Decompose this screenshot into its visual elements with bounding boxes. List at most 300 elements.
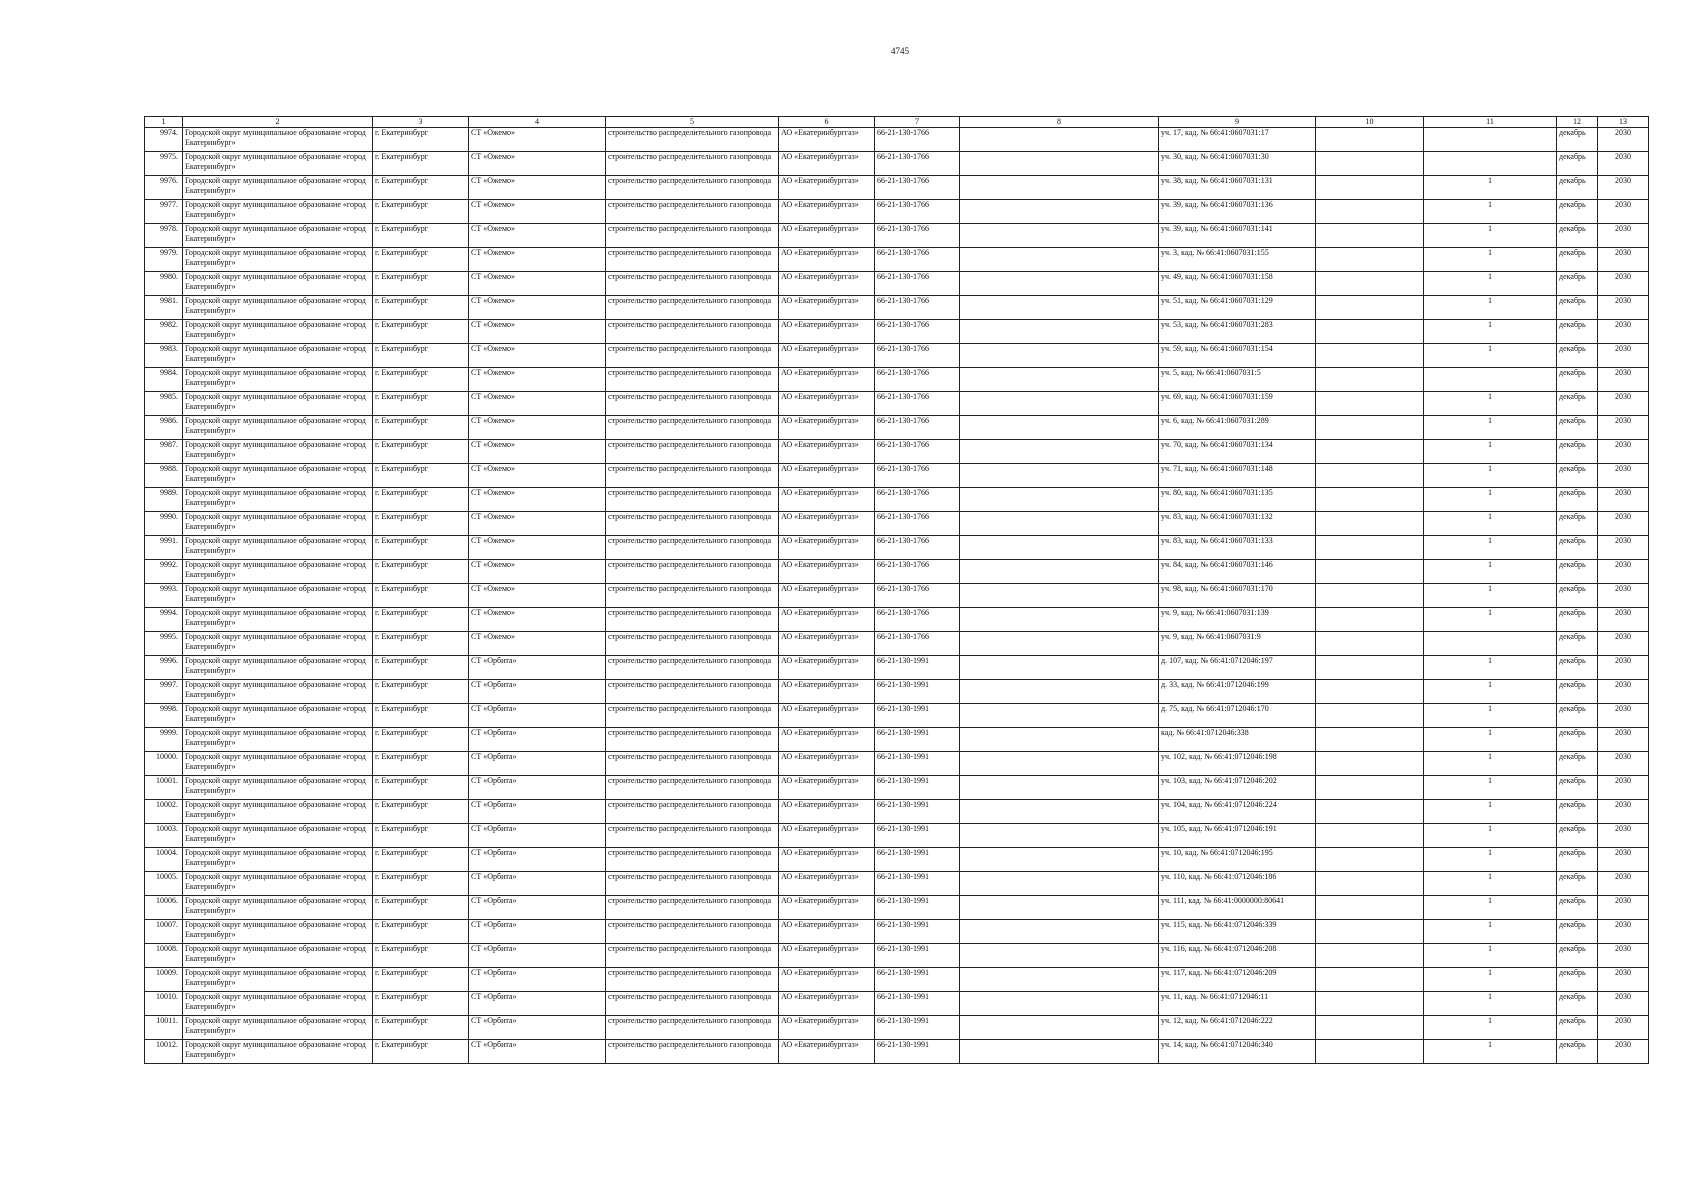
month-cell: декабрь [1557, 512, 1598, 536]
count-cell: 1 [1424, 320, 1557, 344]
year-cell: 2030 [1598, 944, 1649, 968]
column-8-cell [960, 680, 1159, 704]
column-8-cell [960, 968, 1159, 992]
work-type-cell: строительство распределительного газопровода [606, 680, 779, 704]
row-number: 9992. [145, 560, 183, 584]
column-10-cell [1316, 968, 1424, 992]
operator-cell: АО «Екатеринбурггаз» [779, 704, 875, 728]
city-cell: г. Екатеринбург [373, 392, 469, 416]
city-cell: г. Екатеринбург [373, 416, 469, 440]
column-8-cell [960, 1016, 1159, 1040]
operator-cell: АО «Екатеринбурггаз» [779, 224, 875, 248]
owner-cell: Городской округ муниципальное образование «город Екатеринбург» [183, 200, 373, 224]
work-type-cell: строительство распределительного газопровода [606, 1040, 779, 1064]
owner-cell: Городской округ муниципальное образование «город Екатеринбург» [183, 128, 373, 152]
city-cell: г. Екатеринбург [373, 248, 469, 272]
month-cell: декабрь [1557, 776, 1598, 800]
row-number: 9974. [145, 128, 183, 152]
work-type-cell: строительство распределительного газопровода [606, 344, 779, 368]
row-number: 9984. [145, 368, 183, 392]
table-row [145, 512, 1649, 536]
year-cell: 2030 [1598, 512, 1649, 536]
operator-cell: АО «Екатеринбурггаз» [779, 800, 875, 824]
work-type-cell: строительство распределительного газопровода [606, 752, 779, 776]
month-cell: декабрь [1557, 296, 1598, 320]
month-cell: декабрь [1557, 608, 1598, 632]
count-cell: 1 [1424, 272, 1557, 296]
column-10-cell [1316, 944, 1424, 968]
month-cell: декабрь [1557, 656, 1598, 680]
city-cell: г. Екатеринбург [373, 584, 469, 608]
settlement-cell: СТ «Орбита» [469, 896, 606, 920]
settlement-cell: СТ «Орбита» [469, 776, 606, 800]
column-10-cell [1316, 392, 1424, 416]
row-number: 9998. [145, 704, 183, 728]
city-cell: г. Екатеринбург [373, 272, 469, 296]
plot-cell: уч. 83, кад. № 66:41:0607031:133 [1159, 536, 1316, 560]
year-cell: 2030 [1598, 584, 1649, 608]
operator-cell: АО «Екатеринбурггаз» [779, 464, 875, 488]
count-cell: 1 [1424, 176, 1557, 200]
count-cell: 1 [1424, 536, 1557, 560]
owner-cell: Городской округ муниципальное образование «город Екатеринбург» [183, 920, 373, 944]
column-8-cell [960, 224, 1159, 248]
city-cell: г. Екатеринбург [373, 344, 469, 368]
page-number: 4745 [891, 46, 909, 56]
operator-cell: АО «Екатеринбурггаз» [779, 896, 875, 920]
column-number-header: 10 [1316, 117, 1424, 128]
year-cell: 2030 [1598, 440, 1649, 464]
settlement-cell: СТ «Ожемо» [469, 632, 606, 656]
project-code-cell: 66-21-130-1991 [875, 1016, 960, 1040]
city-cell: г. Екатеринбург [373, 656, 469, 680]
operator-cell: АО «Екатеринбурггаз» [779, 440, 875, 464]
year-cell: 2030 [1598, 536, 1649, 560]
city-cell: г. Екатеринбург [373, 944, 469, 968]
settlement-cell: СТ «Орбита» [469, 728, 606, 752]
city-cell: г. Екатеринбург [373, 872, 469, 896]
table-row [145, 320, 1649, 344]
city-cell: г. Екатеринбург [373, 728, 469, 752]
owner-cell: Городской округ муниципальное образование «город Екатеринбург» [183, 968, 373, 992]
plot-cell: уч. 14, кад. № 66:41:0712046:340 [1159, 1040, 1316, 1064]
settlement-cell: СТ «Орбита» [469, 872, 606, 896]
column-number-header: 1 [145, 117, 183, 128]
city-cell: г. Екатеринбург [373, 896, 469, 920]
work-type-cell: строительство распределительного газопровода [606, 608, 779, 632]
plot-cell: уч. 105, кад. № 66:41:0712046:191 [1159, 824, 1316, 848]
table-row [145, 488, 1649, 512]
year-cell: 2030 [1598, 248, 1649, 272]
column-8-cell [960, 728, 1159, 752]
month-cell: декабрь [1557, 920, 1598, 944]
year-cell: 2030 [1598, 680, 1649, 704]
project-code-cell: 66-21-130-1766 [875, 296, 960, 320]
plot-cell: уч. 49, кад. № 66:41:0607031:158 [1159, 272, 1316, 296]
count-cell: 1 [1424, 1016, 1557, 1040]
operator-cell: АО «Екатеринбурггаз» [779, 176, 875, 200]
operator-cell: АО «Екатеринбурггаз» [779, 200, 875, 224]
settlement-cell: СТ «Орбита» [469, 800, 606, 824]
city-cell: г. Екатеринбург [373, 752, 469, 776]
column-10-cell [1316, 1040, 1424, 1064]
row-number: 9988. [145, 464, 183, 488]
settlement-cell: СТ «Ожемо» [469, 416, 606, 440]
month-cell: декабрь [1557, 824, 1598, 848]
work-type-cell: строительство распределительного газопровода [606, 152, 779, 176]
owner-cell: Городской округ муниципальное образование «город Екатеринбург» [183, 824, 373, 848]
project-code-cell: 66-21-130-1766 [875, 344, 960, 368]
table-row [145, 152, 1649, 176]
month-cell: декабрь [1557, 440, 1598, 464]
city-cell: г. Екатеринбург [373, 800, 469, 824]
column-8-cell [960, 920, 1159, 944]
count-cell: 1 [1424, 776, 1557, 800]
owner-cell: Городской округ муниципальное образование «город Екатеринбург» [183, 176, 373, 200]
table-row [145, 680, 1649, 704]
work-type-cell: строительство распределительного газопровода [606, 632, 779, 656]
row-number: 9986. [145, 416, 183, 440]
registry-table [144, 116, 1649, 1064]
column-8-cell [960, 584, 1159, 608]
table-row [145, 176, 1649, 200]
month-cell: декабрь [1557, 560, 1598, 584]
plot-cell: уч. 69, кад. № 66:41:0607031:159 [1159, 392, 1316, 416]
month-cell: декабрь [1557, 800, 1598, 824]
table-row [145, 416, 1649, 440]
column-10-cell [1316, 824, 1424, 848]
column-8-cell [960, 800, 1159, 824]
year-cell: 2030 [1598, 392, 1649, 416]
year-cell: 2030 [1598, 968, 1649, 992]
work-type-cell: строительство распределительного газопровода [606, 920, 779, 944]
plot-cell: д. 107, кад. № 66:41:0712046:197 [1159, 656, 1316, 680]
operator-cell: АО «Екатеринбурггаз» [779, 1040, 875, 1064]
settlement-cell: СТ «Орбита» [469, 968, 606, 992]
plot-cell: уч. 83, кад. № 66:41:0607031:132 [1159, 512, 1316, 536]
owner-cell: Городской округ муниципальное образование «город Екатеринбург» [183, 248, 373, 272]
work-type-cell: строительство распределительного газопровода [606, 848, 779, 872]
settlement-cell: СТ «Ожемо» [469, 392, 606, 416]
owner-cell: Городской округ муниципальное образование «город Екатеринбург» [183, 536, 373, 560]
project-code-cell: 66-21-130-1766 [875, 368, 960, 392]
column-8-cell [960, 776, 1159, 800]
settlement-cell: СТ «Ожемо» [469, 320, 606, 344]
count-cell: 1 [1424, 680, 1557, 704]
plot-cell: уч. 17, кад. № 66:41:0607031:17 [1159, 128, 1316, 152]
plot-cell: уч. 38, кад. № 66:41:0607031:131 [1159, 176, 1316, 200]
plot-cell: уч. 9, кад. № 66:41:0607031:139 [1159, 608, 1316, 632]
count-cell: 1 [1424, 200, 1557, 224]
year-cell: 2030 [1598, 848, 1649, 872]
year-cell: 2030 [1598, 344, 1649, 368]
plot-cell: кад. № 66:41:0712046:338 [1159, 728, 1316, 752]
city-cell: г. Екатеринбург [373, 512, 469, 536]
work-type-cell: строительство распределительного газопровода [606, 560, 779, 584]
settlement-cell: СТ «Ожемо» [469, 200, 606, 224]
settlement-cell: СТ «Ожемо» [469, 512, 606, 536]
project-code-cell: 66-21-130-1766 [875, 392, 960, 416]
table-row [145, 200, 1649, 224]
settlement-cell: СТ «Орбита» [469, 848, 606, 872]
year-cell: 2030 [1598, 416, 1649, 440]
table-row [145, 248, 1649, 272]
month-cell: декабрь [1557, 848, 1598, 872]
row-number: 10006. [145, 896, 183, 920]
work-type-cell: строительство распределительного газопровода [606, 176, 779, 200]
city-cell: г. Екатеринбург [373, 440, 469, 464]
column-8-cell [960, 296, 1159, 320]
table-row [145, 1040, 1649, 1064]
work-type-cell: строительство распределительного газопровода [606, 296, 779, 320]
operator-cell: АО «Екатеринбурггаз» [779, 920, 875, 944]
project-code-cell: 66-21-130-1766 [875, 632, 960, 656]
row-number: 10011. [145, 1016, 183, 1040]
column-10-cell [1316, 416, 1424, 440]
operator-cell: АО «Екатеринбурггаз» [779, 944, 875, 968]
owner-cell: Городской округ муниципальное образование «город Екатеринбург» [183, 296, 373, 320]
work-type-cell: строительство распределительного газопровода [606, 1016, 779, 1040]
column-8-cell [960, 536, 1159, 560]
month-cell: декабрь [1557, 896, 1598, 920]
operator-cell: АО «Екатеринбурггаз» [779, 248, 875, 272]
column-10-cell [1316, 440, 1424, 464]
plot-cell: уч. 111, кад. № 66:41:0000000:80641 [1159, 896, 1316, 920]
table-body [145, 128, 1649, 1064]
count-cell: 1 [1424, 728, 1557, 752]
owner-cell: Городской округ муниципальное образование «город Екатеринбург» [183, 272, 373, 296]
column-number-header: 13 [1598, 117, 1649, 128]
plot-cell: уч. 102, кад. № 66:41:0712046:198 [1159, 752, 1316, 776]
operator-cell: АО «Екатеринбурггаз» [779, 344, 875, 368]
city-cell: г. Екатеринбург [373, 464, 469, 488]
column-10-cell [1316, 848, 1424, 872]
column-10-cell [1316, 536, 1424, 560]
owner-cell: Городской округ муниципальное образование «город Екатеринбург» [183, 656, 373, 680]
month-cell: декабрь [1557, 224, 1598, 248]
settlement-cell: СТ «Орбита» [469, 704, 606, 728]
column-10-cell [1316, 128, 1424, 152]
owner-cell: Городской округ муниципальное образование «город Екатеринбург» [183, 584, 373, 608]
operator-cell: АО «Екатеринбурггаз» [779, 272, 875, 296]
settlement-cell: СТ «Орбита» [469, 656, 606, 680]
work-type-cell: строительство распределительного газопровода [606, 200, 779, 224]
project-code-cell: 66-21-130-1991 [875, 704, 960, 728]
column-numbers-row [145, 117, 1649, 128]
column-number-header: 5 [606, 117, 779, 128]
project-code-cell: 66-21-130-1766 [875, 416, 960, 440]
project-code-cell: 66-21-130-1766 [875, 512, 960, 536]
work-type-cell: строительство распределительного газопровода [606, 320, 779, 344]
project-code-cell: 66-21-130-1766 [875, 176, 960, 200]
column-10-cell [1316, 248, 1424, 272]
table-row [145, 128, 1649, 152]
plot-cell: уч. 71, кад. № 66:41:0607031:148 [1159, 464, 1316, 488]
plot-cell: уч. 39, кад. № 66:41:0607031:136 [1159, 200, 1316, 224]
table-row [145, 224, 1649, 248]
row-number: 10008. [145, 944, 183, 968]
project-code-cell: 66-21-130-1991 [875, 824, 960, 848]
settlement-cell: СТ «Ожемо» [469, 584, 606, 608]
owner-cell: Городской округ муниципальное образование «город Екатеринбург» [183, 1016, 373, 1040]
work-type-cell: строительство распределительного газопровода [606, 824, 779, 848]
count-cell: 1 [1424, 752, 1557, 776]
column-8-cell [960, 128, 1159, 152]
work-type-cell: строительство распределительного газопровода [606, 368, 779, 392]
month-cell: декабрь [1557, 152, 1598, 176]
count-cell: 1 [1424, 296, 1557, 320]
city-cell: г. Екатеринбург [373, 920, 469, 944]
plot-cell: уч. 98, кад. № 66:41:0607031:170 [1159, 584, 1316, 608]
month-cell: декабрь [1557, 128, 1598, 152]
project-code-cell: 66-21-130-1766 [875, 200, 960, 224]
column-8-cell [960, 368, 1159, 392]
row-number: 9982. [145, 320, 183, 344]
plot-cell: уч. 59, кад. № 66:41:0607031:154 [1159, 344, 1316, 368]
column-8-cell [960, 752, 1159, 776]
city-cell: г. Екатеринбург [373, 320, 469, 344]
column-8-cell [960, 248, 1159, 272]
year-cell: 2030 [1598, 176, 1649, 200]
year-cell: 2030 [1598, 200, 1649, 224]
operator-cell: АО «Екатеринбурггаз» [779, 152, 875, 176]
plot-cell: уч. 10, кад. № 66:41:0712046:195 [1159, 848, 1316, 872]
city-cell: г. Екатеринбург [373, 560, 469, 584]
owner-cell: Городской округ муниципальное образование «город Екатеринбург» [183, 728, 373, 752]
month-cell: декабрь [1557, 944, 1598, 968]
month-cell: декабрь [1557, 704, 1598, 728]
table-row [145, 584, 1649, 608]
year-cell: 2030 [1598, 560, 1649, 584]
operator-cell: АО «Екатеринбурггаз» [779, 848, 875, 872]
year-cell: 2030 [1598, 824, 1649, 848]
column-number-header: 12 [1557, 117, 1598, 128]
count-cell: 1 [1424, 944, 1557, 968]
city-cell: г. Екатеринбург [373, 368, 469, 392]
month-cell: декабрь [1557, 320, 1598, 344]
project-code-cell: 66-21-130-1766 [875, 128, 960, 152]
count-cell: 1 [1424, 584, 1557, 608]
plot-cell: уч. 80, кад. № 66:41:0607031:135 [1159, 488, 1316, 512]
settlement-cell: СТ «Орбита» [469, 824, 606, 848]
work-type-cell: строительство распределительного газопровода [606, 704, 779, 728]
owner-cell: Городской округ муниципальное образование «город Екатеринбург» [183, 800, 373, 824]
settlement-cell: СТ «Орбита» [469, 1040, 606, 1064]
city-cell: г. Екатеринбург [373, 776, 469, 800]
year-cell: 2030 [1598, 1016, 1649, 1040]
project-code-cell: 66-21-130-1766 [875, 272, 960, 296]
work-type-cell: строительство распределительного газопровода [606, 128, 779, 152]
owner-cell: Городской округ муниципальное образование «город Екатеринбург» [183, 992, 373, 1016]
city-cell: г. Екатеринбург [373, 848, 469, 872]
row-number: 10005. [145, 872, 183, 896]
owner-cell: Городской округ муниципальное образование «город Екатеринбург» [183, 152, 373, 176]
column-10-cell [1316, 560, 1424, 584]
city-cell: г. Екатеринбург [373, 536, 469, 560]
year-cell: 2030 [1598, 752, 1649, 776]
count-cell: 1 [1424, 464, 1557, 488]
operator-cell: АО «Екатеринбурггаз» [779, 560, 875, 584]
operator-cell: АО «Екатеринбурггаз» [779, 656, 875, 680]
month-cell: декабрь [1557, 488, 1598, 512]
count-cell: 1 [1424, 824, 1557, 848]
table-row [145, 920, 1649, 944]
project-code-cell: 66-21-130-1991 [875, 776, 960, 800]
table-row [145, 560, 1649, 584]
row-number: 10012. [145, 1040, 183, 1064]
settlement-cell: СТ «Ожемо» [469, 536, 606, 560]
city-cell: г. Екатеринбург [373, 704, 469, 728]
column-10-cell [1316, 752, 1424, 776]
table-row [145, 608, 1649, 632]
column-8-cell [960, 416, 1159, 440]
operator-cell: АО «Екатеринбурггаз» [779, 536, 875, 560]
column-number-header: 2 [183, 117, 373, 128]
city-cell: г. Екатеринбург [373, 824, 469, 848]
project-code-cell: 66-21-130-1991 [875, 752, 960, 776]
owner-cell: Городской округ муниципальное образование «город Екатеринбург» [183, 224, 373, 248]
owner-cell: Городской округ муниципальное образование «город Екатеринбург» [183, 464, 373, 488]
count-cell: 1 [1424, 656, 1557, 680]
project-code-cell: 66-21-130-1991 [875, 680, 960, 704]
count-cell: 1 [1424, 488, 1557, 512]
year-cell: 2030 [1598, 776, 1649, 800]
count-cell: 1 [1424, 608, 1557, 632]
count-cell: 1 [1424, 344, 1557, 368]
owner-cell: Городской округ муниципальное образование «город Екатеринбург» [183, 560, 373, 584]
table-row [145, 632, 1649, 656]
project-code-cell: 66-21-130-1991 [875, 896, 960, 920]
table-row [145, 944, 1649, 968]
year-cell: 2030 [1598, 368, 1649, 392]
count-cell: 1 [1424, 440, 1557, 464]
row-number: 10001. [145, 776, 183, 800]
year-cell: 2030 [1598, 152, 1649, 176]
column-8-cell [960, 464, 1159, 488]
project-code-cell: 66-21-130-1991 [875, 800, 960, 824]
count-cell: 1 [1424, 392, 1557, 416]
owner-cell: Городской округ муниципальное образование «город Екатеринбург» [183, 680, 373, 704]
row-number: 9987. [145, 440, 183, 464]
city-cell: г. Екатеринбург [373, 152, 469, 176]
plot-cell: уч. 103, кад. № 66:41:0712046:202 [1159, 776, 1316, 800]
table-row [145, 824, 1649, 848]
count-cell: 1 [1424, 416, 1557, 440]
month-cell: декабрь [1557, 680, 1598, 704]
count-cell [1424, 632, 1557, 656]
project-code-cell: 66-21-130-1991 [875, 728, 960, 752]
column-10-cell [1316, 224, 1424, 248]
project-code-cell: 66-21-130-1991 [875, 848, 960, 872]
settlement-cell: СТ «Ожемо» [469, 488, 606, 512]
owner-cell: Городской округ муниципальное образование «город Екатеринбург» [183, 608, 373, 632]
settlement-cell: СТ «Ожемо» [469, 224, 606, 248]
operator-cell: АО «Екатеринбурггаз» [779, 776, 875, 800]
operator-cell: АО «Екатеринбурггаз» [779, 728, 875, 752]
plot-cell: уч. 104, кад. № 66:41:0712046:224 [1159, 800, 1316, 824]
project-code-cell: 66-21-130-1766 [875, 560, 960, 584]
operator-cell: АО «Екатеринбурггаз» [779, 368, 875, 392]
owner-cell: Городской округ муниципальное образование «город Екатеринбург» [183, 1040, 373, 1064]
work-type-cell: строительство распределительного газопровода [606, 728, 779, 752]
column-10-cell [1316, 344, 1424, 368]
owner-cell: Городской округ муниципальное образование «город Екатеринбург» [183, 848, 373, 872]
operator-cell: АО «Екатеринбурггаз» [779, 488, 875, 512]
count-cell: 1 [1424, 920, 1557, 944]
month-cell: декабрь [1557, 1016, 1598, 1040]
count-cell: 1 [1424, 800, 1557, 824]
column-8-cell [960, 824, 1159, 848]
